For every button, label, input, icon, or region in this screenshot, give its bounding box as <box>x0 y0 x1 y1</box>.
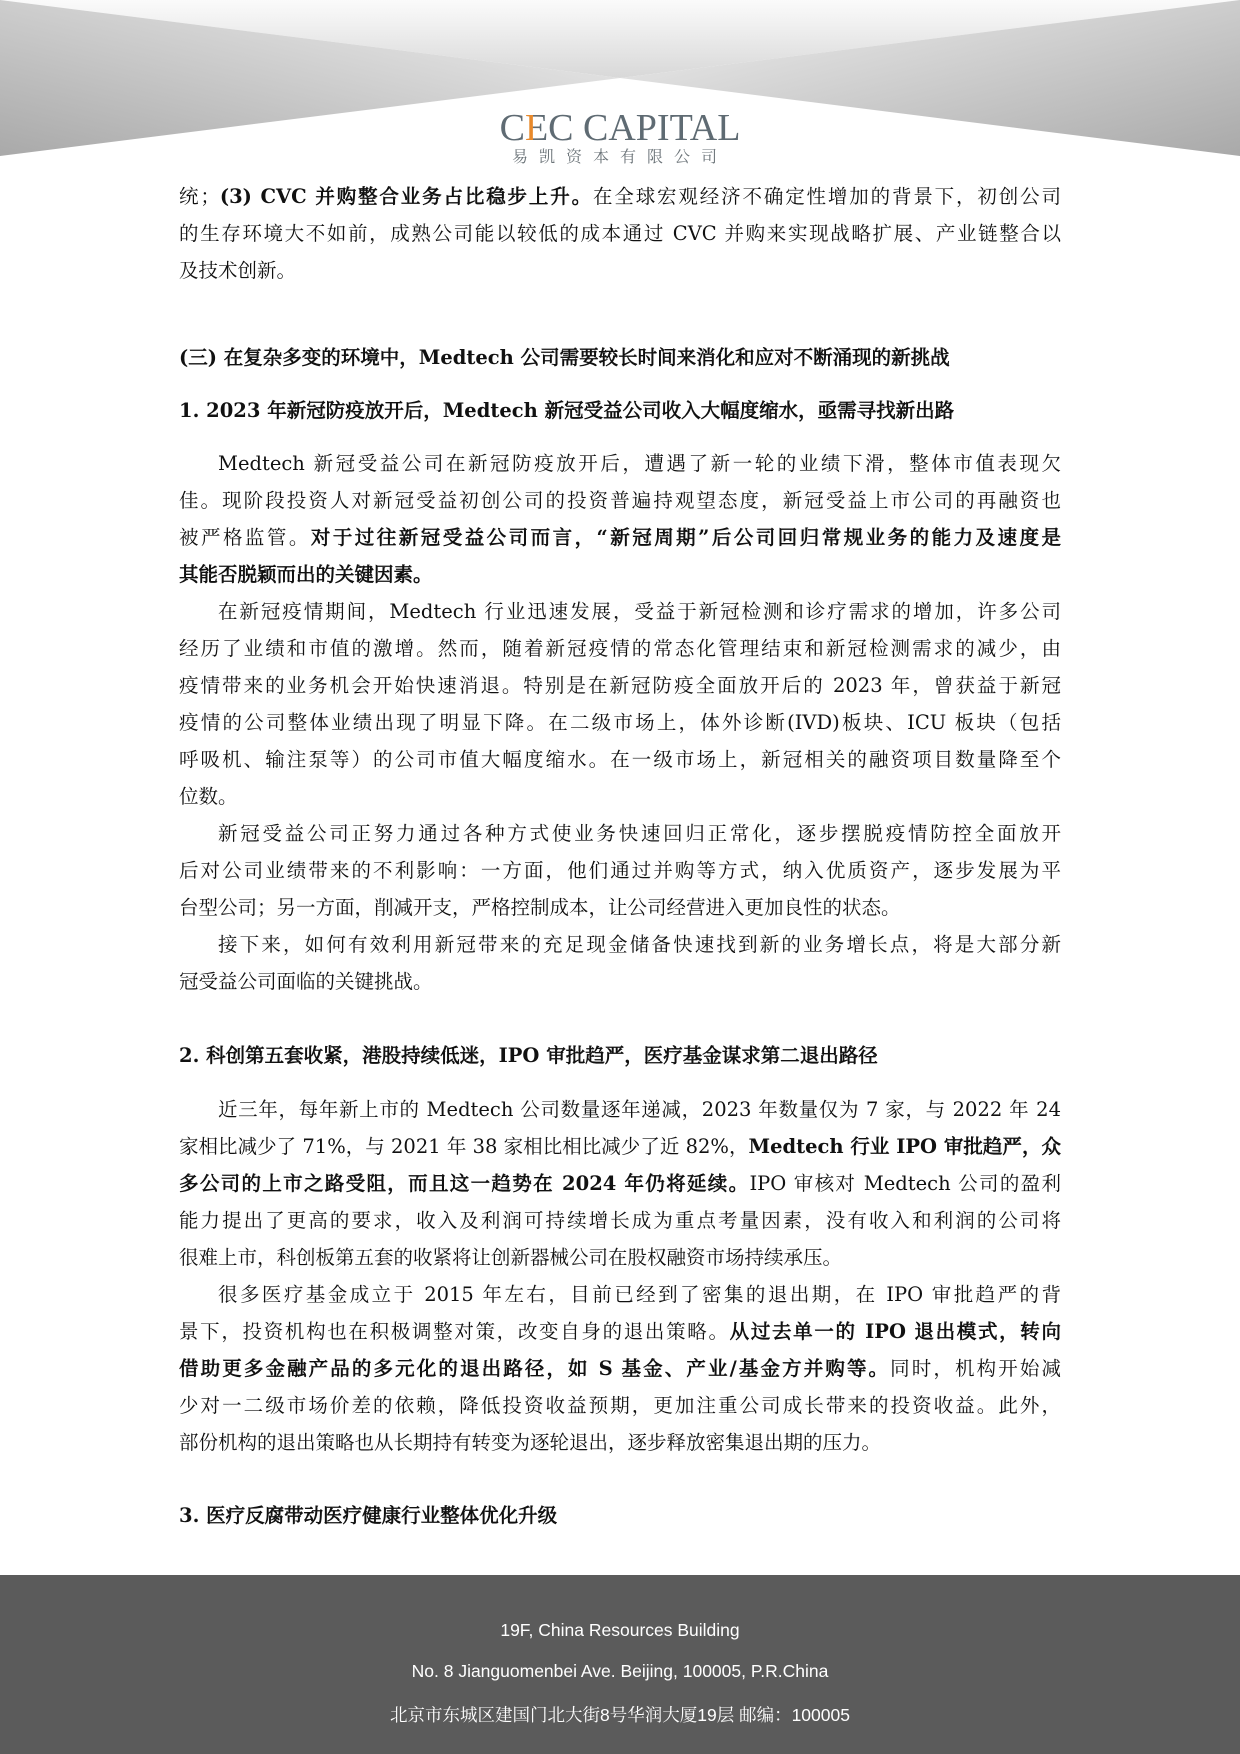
text-run: 佳。现阶段投资人对新冠受益初创公司的投资普遍持观望态度，新冠受益上市公司的再融资也 <box>179 489 1061 512</box>
bold-text-run: 借助更多金融产品的多元化的退出路径，如 S 基金、产业/基金方并购等。 <box>179 1357 891 1380</box>
text-line <box>179 741 1061 778</box>
text-line <box>179 1276 1061 1313</box>
text-run: 部份机构的退出策略也从长期持有转变为逐轮退出，逐步释放密集退出期的压力。 <box>179 1431 882 1454</box>
section-2-body <box>179 1091 1061 1461</box>
text-run: 少对一二级市场价差的依赖，降低投资收益预期，更加注重公司成长带来的投资收益。此外， <box>179 1394 1061 1417</box>
text-line <box>179 778 1061 815</box>
text-line <box>179 926 1061 963</box>
text-line <box>179 482 1061 519</box>
text-run: 近三年，每年新上市的 Medtech 公司数量逐年递减，2023 年数量仅为 7 家，与 2022 年 24 <box>218 1098 1061 1121</box>
text-run: 的生存环境大不如前，成熟公司能以较低的成本通过 CVC 并购来实现战略扩展、产业链整合以 <box>179 222 1061 245</box>
bold-text-run: 对于过往新冠受益公司而言，“新冠周期”后公司回归常规业务的能力及速度是 <box>310 526 1061 549</box>
text-line <box>179 556 1061 593</box>
text-line <box>179 445 1061 482</box>
text-line <box>179 815 1061 852</box>
text-line <box>179 1350 1061 1387</box>
subheading-2: 2. 科创第五套收紧，港股持续低迷，IPO 审批趋严，医疗基金谋求第二退出路径 <box>179 1044 878 1067</box>
text-run: 家相比减少了 71%，与 2021 年 38 家相比相比减少了近 82%， <box>179 1135 749 1158</box>
text-line <box>179 1165 1061 1202</box>
footer-address-line-2: No. 8 Jianguomenbei Ave. Beijing, 100005, P.R.China <box>411 1661 829 1681</box>
footer-address-clip <box>0 1700 1240 1725</box>
text-line <box>179 1313 1061 1350</box>
company-logo: CEC CAPITAL <box>499 107 741 149</box>
text-line <box>179 704 1061 741</box>
text-line <box>179 1387 1061 1424</box>
text-run: 能力提出了更高的要求，收入及利润可持续增长成为重点考量因素，没有收入和利润的公司将 <box>179 1209 1061 1232</box>
text-line <box>179 215 1061 252</box>
footer-address-line-3: 北京市东城区建国门北大街8号华润大厦19层 邮编：100005 <box>390 1705 850 1725</box>
text-run: 接下来，如何有效利用新冠带来的充足现金储备快速找到新的业务增长点，将是大部分新 <box>218 933 1061 956</box>
text-line <box>179 630 1061 667</box>
text-run: 经历了业绩和市值的激增。然而，随着新冠疫情的常态化管理结束和新冠检测需求的减少，由 <box>179 637 1061 660</box>
bold-text-run: Medtech 行业 IPO 审批趋严，众 <box>748 1135 1061 1158</box>
text-run: 后对公司业绩带来的不利影响：一方面，他们通过并购等方式，纳入优质资产，逐步发展为平 <box>179 859 1061 882</box>
footer-address-line-1: 19F, China Resources Building <box>500 1620 740 1640</box>
text-run: Medtech 新冠受益公司在新冠防疫放开后，遭遇了新一轮的业绩下滑，整体市值表现欠 <box>218 452 1061 475</box>
bold-text-run: (3) CVC 并购整合业务占比稳步上升。 <box>219 185 593 208</box>
text-run: 新冠受益公司正努力通过各种方式使业务快速回归正常化，逐步摆脱疫情防控全面放开 <box>218 822 1061 845</box>
text-line <box>179 667 1061 704</box>
text-run: 台型公司；另一方面，削减开支，严格控制成本，让公司经营进入更加良性的状态。 <box>179 896 901 919</box>
subheading-1: 1. 2023 年新冠防疫放开后，Medtech 新冠受益公司收入大幅度缩水，亟需寻找新出路 <box>179 399 955 422</box>
text-line <box>179 889 1061 926</box>
text-line <box>179 593 1061 630</box>
text-run: 疫情的公司整体业绩出现了明显下降。在二级市场上，体外诊断(IVD)板块、ICU 板块（包括 <box>179 711 1061 734</box>
bold-text-run: 从过去单一的 IPO 退出模式，转向 <box>729 1320 1061 1343</box>
text-run: 统； <box>179 185 220 208</box>
text-run: 景下，投资机构也在积极调整对策，改变自身的退出策略。 <box>179 1320 730 1343</box>
text-run: 同时，机构开始减 <box>890 1357 1061 1380</box>
text-line <box>179 1239 1061 1276</box>
text-run: 及技术创新。 <box>179 259 297 282</box>
text-line <box>179 1424 1061 1461</box>
text-run: 很难上市，科创板第五套的收紧将让创新器械公司在股权融资市场持续承压。 <box>179 1246 843 1269</box>
text-line <box>179 852 1061 889</box>
text-run: 在新冠疫情期间，Medtech 行业迅速发展，受益于新冠检测和诊疗需求的增加，许多公司 <box>218 600 1061 623</box>
text-line <box>179 1091 1061 1128</box>
text-run: IPO 审核对 Medtech 公司的盈利 <box>749 1172 1061 1195</box>
text-line <box>179 963 1061 1000</box>
company-logo-subtitle: 易凯资本有限公司 <box>511 147 728 166</box>
bold-text-run: 多公司的上市之路受阻，而且这一趋势在 2024 年仍将延续。 <box>179 1172 750 1195</box>
text-run: 被严格监管。 <box>179 526 311 549</box>
text-line <box>179 1202 1061 1239</box>
section-1-body <box>179 445 1061 1000</box>
text-run: 冠受益公司面临的关键挑战。 <box>179 970 433 993</box>
text-line <box>179 252 1061 289</box>
section-heading: (三) 在复杂多变的环境中，Medtech 公司需要较长时间来消化和应对不断涌现的新挑战 <box>179 346 950 369</box>
paragraph-cvc-continuation <box>179 178 1061 289</box>
text-run: 很多医疗基金成立于 2015 年左右，目前已经到了密集的退出期，在 IPO 审批趋严的背 <box>218 1283 1061 1306</box>
text-run: 在全球宏观经济不确定性增加的背景下，初创公司 <box>592 185 1061 208</box>
text-run: 位数。 <box>179 785 238 808</box>
text-run: 疫情带来的业务机会开始快速消退。特别是在新冠防疫全面放开后的 2023 年，曾获益于新冠 <box>179 674 1061 697</box>
text-line <box>179 1128 1061 1165</box>
subheading-3: 3. 医疗反腐带动医疗健康行业整体优化升级 <box>179 1504 558 1527</box>
text-run: 呼吸机、输注泵等）的公司市值大幅度缩水。在一级市场上，新冠相关的融资项目数量降至个 <box>179 748 1061 771</box>
bold-text-run: 其能否脱颖而出的关键因素。 <box>179 563 433 586</box>
text-line <box>179 178 1061 215</box>
text-line <box>179 519 1061 556</box>
